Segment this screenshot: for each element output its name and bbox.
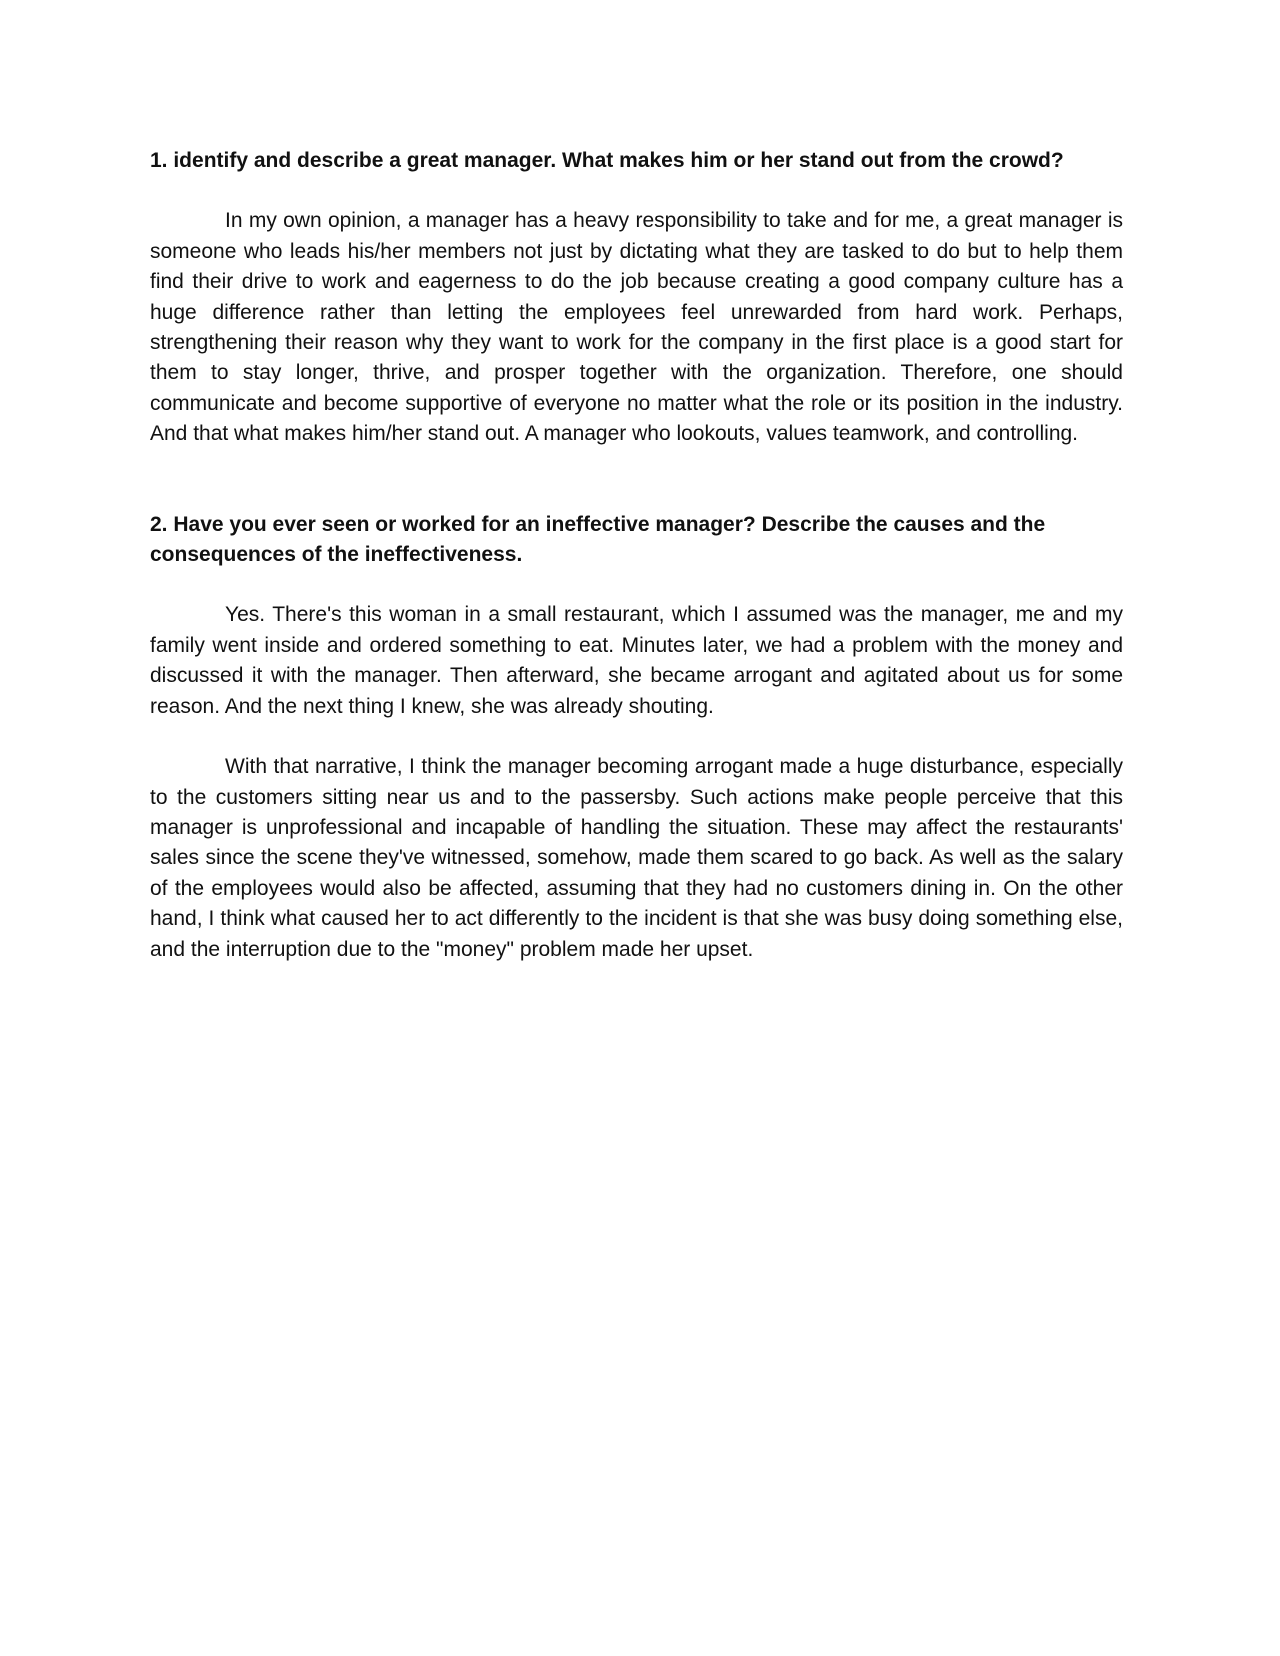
spacer xyxy=(150,176,1123,206)
answer-2-paragraph-2: With that narrative, I think the manager becoming arrogant made a huge disturbance, especially to the customers sitting near us and to the passersby. Such actions make people perceive that this manager is unprofessional and incapable of handling the situation. These may affect the restaurants' sales since the scene they've witnessed, somehow, made them scared to go back. As well as the salary of the employees would also be affected, assuming that they had no customers dining in. On the other hand, I think what caused her to act differently to the incident is that she was busy doing something else, and the interruption due to the "money" problem made her upset. xyxy=(150,755,1123,961)
spacer xyxy=(150,722,1123,752)
question-1-heading: 1. identify and describe a great manager. What makes him or her stand out from the crowd? xyxy=(150,149,1064,172)
answer-2-paragraph-1: Yes. There's this woman in a small restaurant, which I assumed was the manager, me and my family went inside and ordered something to eat. Minutes later, we had a problem with the money and discussed it with the manager. Then afterward, she became arrogant and agitated about us for some reason. And the next thing I knew, she was already shouting. xyxy=(150,603,1123,718)
section-spacer xyxy=(150,450,1123,510)
document-body xyxy=(150,146,1123,965)
spacer xyxy=(150,570,1123,600)
question-2-heading: 2. Have you ever seen or worked for an ineffective manager? Describe the causes and the consequences of the ineffectiveness. xyxy=(150,512,1046,567)
answer-1-paragraph-1: In my own opinion, a manager has a heavy responsibility to take and for me, a great manager is someone who leads his/her members not just by dictating what they are tasked to do but to help them find their drive to work and eagerness to do the job because creating a good company culture has a huge difference rather than letting the employees feel unrewarded from hard work. Perhaps, strengthening their reason why they want to work for the company in the first place is a good start for them to stay longer, thrive, and prosper together with the organization. Therefore, one should communicate and become supportive of everyone no matter what the role or its position in the industry. And that what makes him/her stand out. A manager who lookouts, values teamwork, and controlling. xyxy=(150,209,1123,446)
